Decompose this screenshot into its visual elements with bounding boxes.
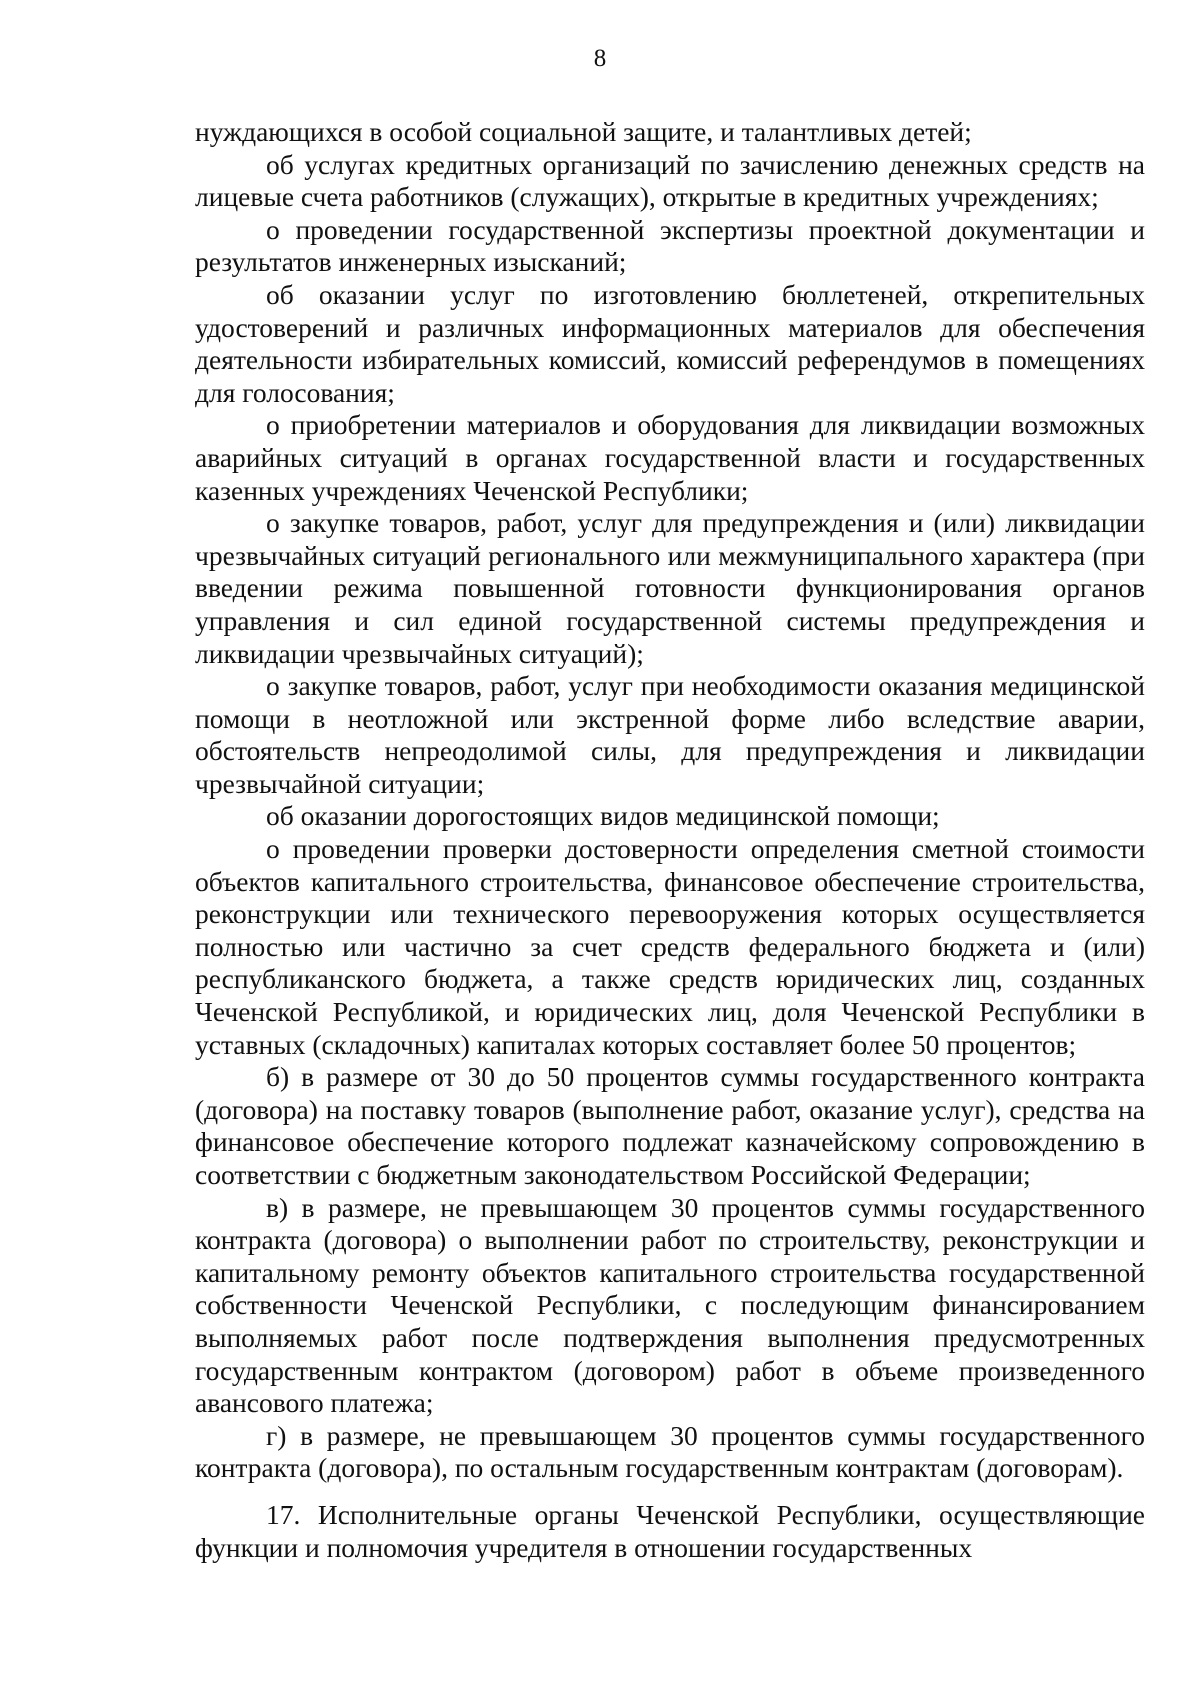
paragraph-ballot-printing: об оказании услуг по изготовлению бюллетеней, открепительных удостоверений и различных информационных материалов для обеспечения деятельности избирательных комиссий, комиссий референдумов в помещениях для голосования; xyxy=(195,278,1145,408)
paragraph-cost-verification: о проведении проверки достоверности определения сметной стоимости объектов капитального строительства, финансовое обеспечение строительства, реконструкции или технического перевооружения которых осуществляется полностью или частично за счет средств федерального бюджета и (или) республиканского бюджета, а также средств юридических лиц, созданных Чеченской Республикой, и юридических лиц, доля Чеченской Республики в уставных (складочных) капиталах которых составляет более 50 процентов; xyxy=(195,833,1145,1060)
paragraph-emergency-materials: о приобретении материалов и оборудования для ликвидации возможных аварийных ситуаций в органах государственной власти и государственных казенных учреждениях Чеченской Республики; xyxy=(195,409,1145,506)
paragraph-medical-procurement: о закупке товаров, работ, услуг при необходимости оказания медицинской помощи в неотложной или экстренной форме либо вследствие аварии, обстоятельств непреодолимой силы, для предупреждения и ликвидации чрезвычайной ситуации; xyxy=(195,670,1145,799)
paragraph-state-expertise: о проведении государственной экспертизы проектной документации и результатов инженерных изысканий; xyxy=(195,213,1145,278)
paragraph-continuation: нуждающихся в особой социальной защите, и талантливых детей; xyxy=(195,116,972,147)
paragraph-credit-organizations: об услугах кредитных организаций по зачислению денежных средств на лицевые счета работников (служащих), открытые в кредитных учреждениях; xyxy=(195,148,1145,213)
paragraph-item-b: б) в размере от 30 до 50 процентов суммы государственного контракта (договора) на поставку товаров (выполнение работ, оказание услуг), средства на финансовое обеспечение которого подлежат казначейскому сопровождению в соответствии с бюджетным законодательством Российской Федерации; xyxy=(195,1061,1145,1190)
paragraph-section-17: 17. Исполнительные органы Чеченской Республики, осуществляющие функции и полномочия учредителя в отношении государственных xyxy=(195,1498,1145,1563)
document-body xyxy=(195,116,1145,1564)
paragraph-item-g: г) в размере, не превышающем 30 процентов суммы государственного контракта (договора), по остальным государственным контрактам (договорам). xyxy=(195,1419,1145,1484)
paragraph-item-v: в) в размере, не превышающем 30 процентов суммы государственного контракта (договора) о выполнении работ по строительству, реконструкции и капитальному ремонту объектов капитального строительства государственной собственности Чеченской Республики, с последующим финансированием выполняемых работ после подтверждения выполнения предусмотренных государственным контрактом (договором) работ в объеме произведенного авансового платежа; xyxy=(195,1191,1145,1419)
paragraph-emergency-procurement: о закупке товаров, работ, услуг для предупреждения и (или) ликвидации чрезвычайных ситуаций регионального или межмуниципального характера (при введении режима повышенной готовности функционирования органов управления и сил единой государственной системы предупреждения и ликвидации чрезвычайных ситуаций); xyxy=(195,507,1145,669)
page-number: 8 xyxy=(593,45,607,72)
paragraph-expensive-medical-care: об оказании дорогостоящих видов медицинской помощи; xyxy=(266,800,940,832)
